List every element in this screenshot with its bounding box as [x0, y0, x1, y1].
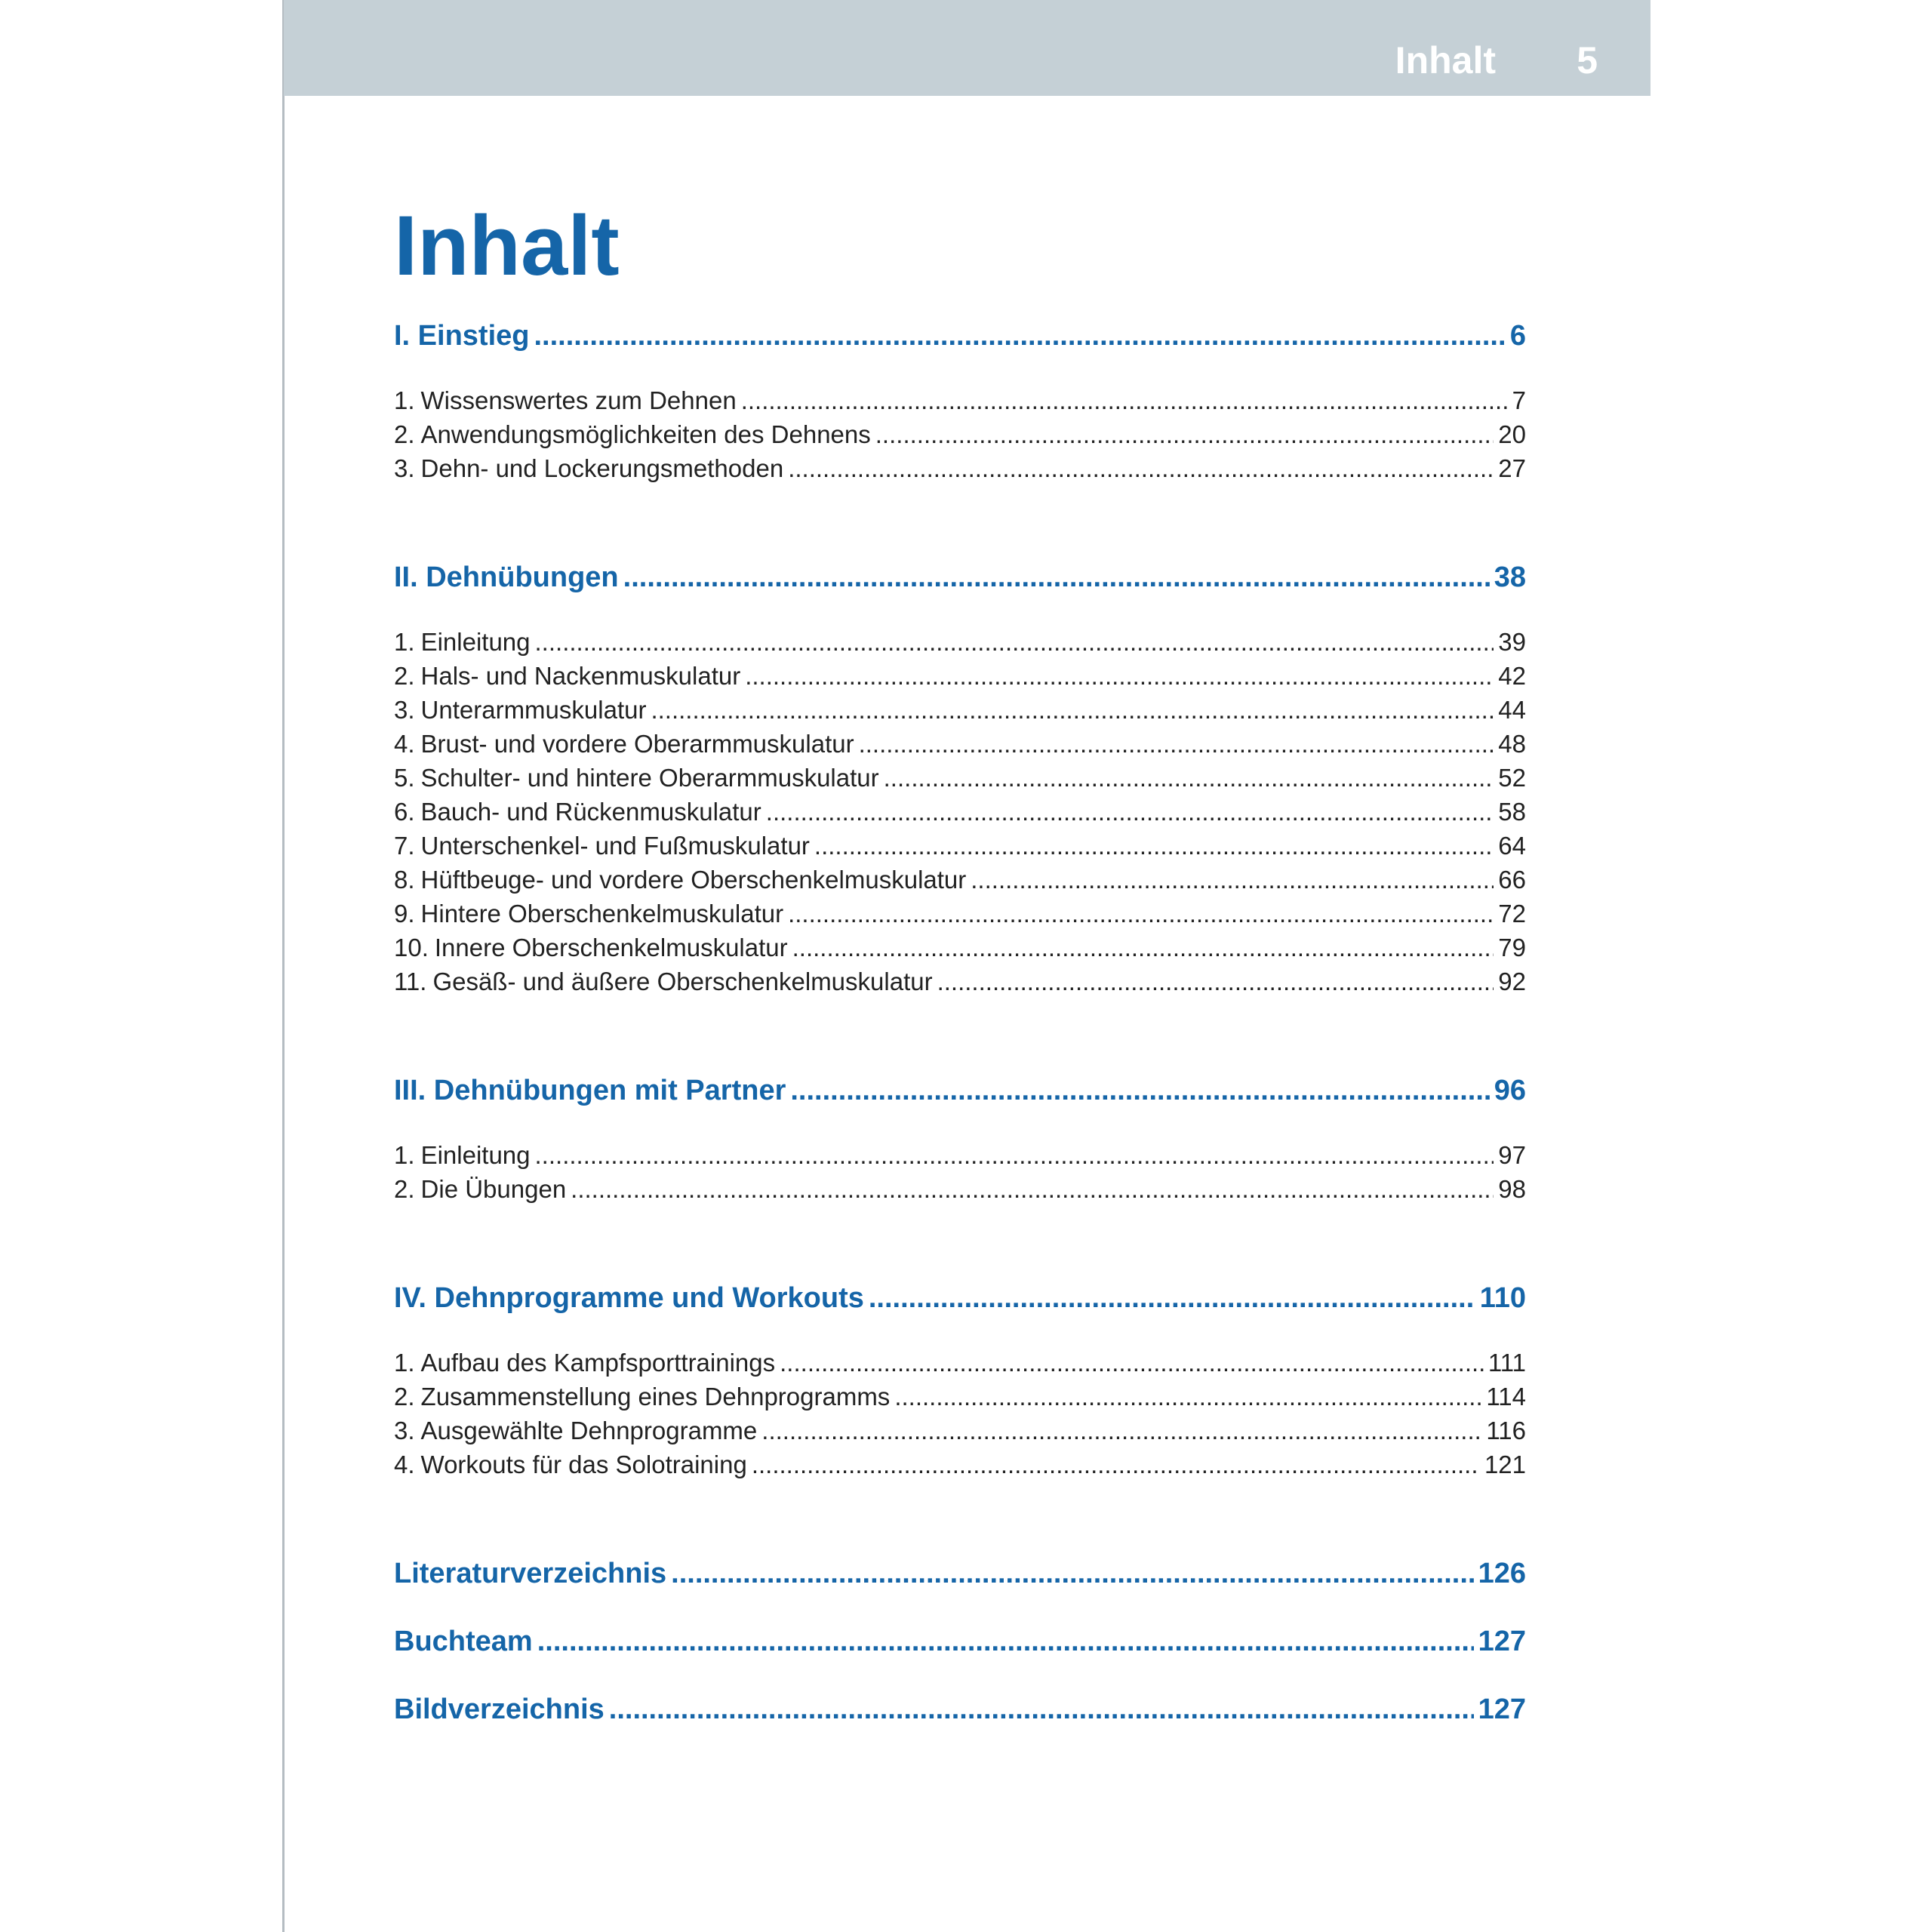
entry-number: 4. [394, 1451, 415, 1478]
entry-title: Die Übungen [420, 1175, 567, 1203]
chapter-title: IV. Dehnprogramme und Workouts [394, 1282, 864, 1314]
table-of-contents [394, 315, 1526, 1757]
entry-number: 1. [394, 386, 415, 414]
dot-leader [752, 1447, 1480, 1481]
dot-leader [875, 417, 1494, 451]
entry-title: Zusammenstellung eines Dehnprogramms [420, 1383, 891, 1411]
dot-leader [894, 1380, 1481, 1414]
entry-number: 11. [394, 968, 427, 995]
dot-leader [859, 727, 1494, 761]
toc-section [394, 1278, 1526, 1481]
toc-appendix-literatur[interactable] [394, 1553, 1526, 1594]
running-header [284, 0, 1651, 96]
dot-leader [623, 557, 1490, 598]
toc-entry[interactable] [394, 693, 1526, 727]
entry-title: Einleitung [420, 1141, 531, 1169]
dot-leader [788, 451, 1494, 485]
dot-leader [884, 761, 1494, 795]
toc-chapter-heading[interactable] [394, 315, 1526, 356]
entry-title: Gesäß- und äußere Oberschenkelmuskulatur [432, 968, 933, 995]
toc-entry[interactable] [394, 761, 1526, 795]
toc-entry[interactable] [394, 1414, 1526, 1447]
entry-title: Hintere Oberschenkelmuskulatur [420, 900, 784, 928]
toc-chapter-heading[interactable] [394, 1070, 1526, 1111]
entry-title: Hüftbeuge- und vordere Oberschenkelmuskulatur [420, 866, 967, 894]
toc-entry[interactable] [394, 451, 1526, 485]
entry-number: 3. [394, 696, 415, 724]
dot-leader [766, 795, 1494, 829]
dot-leader [790, 1070, 1489, 1111]
entry-page: 121 [1484, 1451, 1526, 1478]
dot-leader [534, 315, 1505, 356]
dot-leader [651, 693, 1494, 727]
page-title: Inhalt [394, 198, 620, 293]
running-header-page-number: 5 [1577, 39, 1598, 82]
entry-page: 7 [1512, 386, 1526, 414]
entry-number: 2. [394, 1383, 415, 1411]
toc-entry[interactable] [394, 1346, 1526, 1380]
chapter-title: I. Einstieg [394, 320, 530, 352]
entry-page: 116 [1486, 1417, 1526, 1444]
toc-entry[interactable] [394, 964, 1526, 998]
entry-page: 44 [1498, 696, 1526, 724]
toc-entry[interactable] [394, 795, 1526, 829]
toc-chapter-heading[interactable] [394, 1278, 1526, 1318]
toc-chapter-heading[interactable] [394, 557, 1526, 598]
entry-title: Innere Oberschenkelmuskulatur [434, 934, 788, 961]
dot-leader [780, 1346, 1484, 1380]
entry-page: 58 [1498, 798, 1526, 826]
toc-appendices [394, 1553, 1526, 1730]
chapter-page: 6 [1509, 320, 1526, 352]
entry-title: Hals- und Nackenmuskulatur [420, 662, 741, 690]
entry-title: Unterschenkel- und Fußmuskulatur [420, 832, 810, 860]
entry-title: Brust- und vordere Oberarmmuskulatur [420, 730, 854, 758]
toc-appendix-buchteam[interactable] [394, 1621, 1526, 1662]
entry-page: 79 [1498, 934, 1526, 961]
entry-page: 48 [1498, 730, 1526, 758]
entry-number: 3. [394, 1417, 415, 1444]
entry-title: Dehn- und Lockerungsmethoden [420, 454, 784, 482]
toc-entry[interactable] [394, 417, 1526, 451]
entry-number: 2. [394, 420, 415, 448]
toc-entry[interactable] [394, 1447, 1526, 1481]
dot-leader [571, 1172, 1494, 1206]
appendix-title: Buchteam [394, 1626, 533, 1657]
entry-title: Einleitung [420, 628, 531, 656]
dot-leader [971, 863, 1494, 897]
toc-entry[interactable] [394, 625, 1526, 659]
toc-appendix-bildverzeichnis[interactable] [394, 1689, 1526, 1730]
toc-entry[interactable] [394, 1380, 1526, 1414]
chapter-title: II. Dehnübungen [394, 561, 619, 593]
entry-number: 2. [394, 662, 415, 690]
page-spine-line [282, 0, 285, 1932]
toc-entry[interactable] [394, 1138, 1526, 1172]
toc-entry[interactable] [394, 659, 1526, 693]
entry-title: Wissenswertes zum Dehnen [420, 386, 737, 414]
entry-page: 72 [1498, 900, 1526, 928]
dot-leader [937, 964, 1494, 998]
toc-entry[interactable] [394, 727, 1526, 761]
toc-entry[interactable] [394, 1172, 1526, 1206]
entry-number: 5. [394, 764, 415, 792]
appendix-page: 126 [1478, 1558, 1526, 1589]
entry-number: 9. [394, 900, 415, 928]
entry-title: Aufbau des Kampfsporttrainings [420, 1349, 776, 1377]
toc-section [394, 557, 1526, 998]
entry-page: 97 [1498, 1141, 1526, 1169]
dot-leader [671, 1553, 1473, 1594]
running-header-title: Inhalt [1395, 39, 1496, 82]
appendix-page: 127 [1478, 1626, 1526, 1657]
entry-title: Bauch- und Rückenmuskulatur [420, 798, 761, 826]
entry-title: Ausgewählte Dehnprogramme [420, 1417, 758, 1444]
entry-title: Anwendungsmöglichkeiten des Dehnens [420, 420, 871, 448]
entry-page: 92 [1498, 968, 1526, 995]
chapter-page: 96 [1494, 1075, 1526, 1106]
entry-page: 39 [1498, 628, 1526, 656]
toc-entry[interactable] [394, 829, 1526, 863]
dot-leader [745, 659, 1494, 693]
entry-title: Workouts für das Solotraining [420, 1451, 747, 1478]
toc-entry[interactable] [394, 863, 1526, 897]
toc-section [394, 1070, 1526, 1206]
dot-leader [609, 1689, 1474, 1730]
entry-number: 4. [394, 730, 415, 758]
entry-number: 10. [394, 934, 429, 961]
entry-page: 66 [1498, 866, 1526, 894]
entry-page: 27 [1498, 454, 1526, 482]
dot-leader [814, 829, 1494, 863]
entry-number: 8. [394, 866, 415, 894]
entry-page: 114 [1486, 1383, 1526, 1411]
entry-page: 20 [1498, 420, 1526, 448]
entry-number: 1. [394, 1349, 415, 1377]
entry-number: 7. [394, 832, 415, 860]
entry-page: 64 [1498, 832, 1526, 860]
entry-number: 2. [394, 1175, 415, 1203]
chapter-title: III. Dehnübungen mit Partner [394, 1075, 786, 1106]
entry-page: 98 [1498, 1175, 1526, 1203]
appendix-page: 127 [1478, 1694, 1526, 1725]
entry-title: Schulter- und hintere Oberarmmuskulatur [420, 764, 879, 792]
dot-leader [869, 1278, 1475, 1318]
dot-leader [761, 1414, 1481, 1447]
dot-leader [535, 625, 1494, 659]
dot-leader [792, 931, 1494, 964]
dot-leader [741, 383, 1508, 417]
dot-leader [788, 897, 1494, 931]
entry-number: 1. [394, 1141, 415, 1169]
toc-entry[interactable] [394, 931, 1526, 964]
entry-number: 1. [394, 628, 415, 656]
chapter-page: 110 [1479, 1282, 1526, 1314]
appendix-title: Bildverzeichnis [394, 1694, 605, 1725]
toc-entry[interactable] [394, 383, 1526, 417]
entry-page: 111 [1487, 1349, 1526, 1377]
entry-number: 3. [394, 454, 415, 482]
entry-page: 42 [1498, 662, 1526, 690]
entry-number: 6. [394, 798, 415, 826]
toc-section [394, 315, 1526, 485]
dot-leader [537, 1621, 1474, 1662]
chapter-page: 38 [1494, 561, 1526, 593]
toc-entry[interactable] [394, 897, 1526, 931]
dot-leader [535, 1138, 1494, 1172]
appendix-title: Literaturverzeichnis [394, 1558, 667, 1589]
entry-page: 52 [1498, 764, 1526, 792]
entry-title: Unterarmmuskulatur [420, 696, 647, 724]
